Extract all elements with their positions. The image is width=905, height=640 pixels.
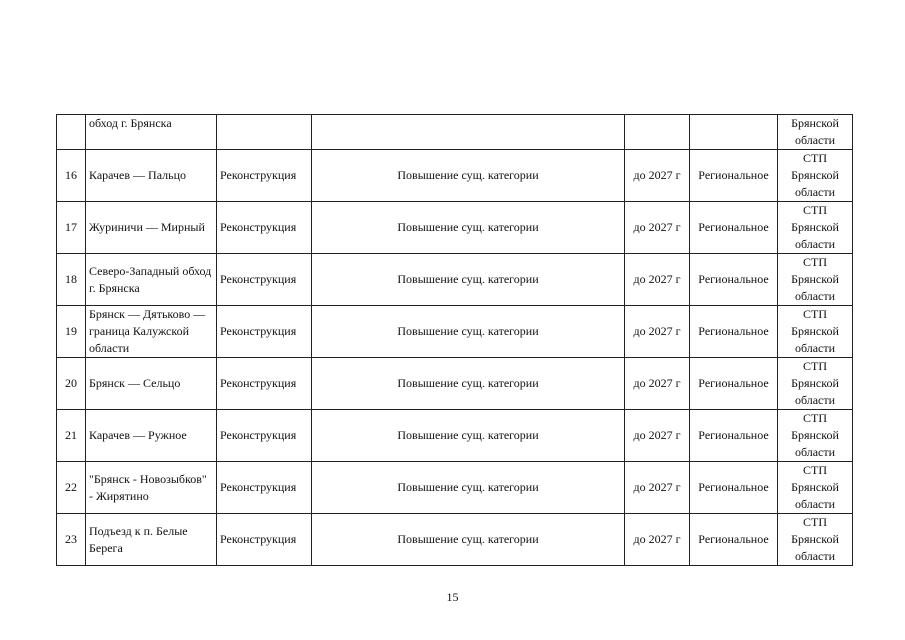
cell-num: 22 (57, 462, 86, 514)
cell-term: до 2027 г (625, 462, 690, 514)
cell-responsible (778, 462, 853, 514)
table-row-continuation (57, 115, 853, 150)
cell-goal: Повышение сущ. категории (312, 150, 625, 202)
responsible-line: Брянской (791, 376, 839, 390)
cell-num: 17 (57, 202, 86, 254)
responsible-line: Брянской (791, 116, 839, 130)
responsible-line: области (794, 289, 836, 303)
responsible-line: области (794, 185, 836, 199)
responsible-line: области (794, 445, 836, 459)
responsible-line: Брянской (791, 428, 839, 442)
cell-road-name: Брянск — Сельцо (86, 358, 217, 410)
cell-responsible (778, 150, 853, 202)
responsible-line: области (794, 341, 836, 355)
responsible-line: СТП (803, 255, 827, 269)
table-body (57, 115, 853, 566)
cell-responsible (778, 514, 853, 566)
cell-road-name: "Брянск - Новозыбков" - Жирятино (86, 462, 217, 514)
cell-num: 19 (57, 306, 86, 358)
cell-term: до 2027 г (625, 410, 690, 462)
cell-level: Региональное (690, 150, 778, 202)
responsible-line: СТП (803, 463, 827, 477)
cell-term: до 2027 г (625, 254, 690, 306)
cell-num: 23 (57, 514, 86, 566)
cell-num: 21 (57, 410, 86, 462)
cell-work-type: Реконструкция (217, 202, 312, 254)
cell-responsible (778, 254, 853, 306)
cell-road-name: Северо-Западный обход г. Брянска (86, 254, 217, 306)
table-row (57, 462, 853, 514)
cell-work-type: Реконструкция (217, 514, 312, 566)
cell-responsible (778, 115, 853, 150)
cell-road-name: Журиничи — Мирный (86, 202, 217, 254)
cell-goal: Повышение сущ. категории (312, 462, 625, 514)
responsible-line: Брянской (791, 168, 839, 182)
cell-num: 16 (57, 150, 86, 202)
responsible-line: СТП (803, 307, 827, 321)
table-row (57, 358, 853, 410)
cell-responsible (778, 306, 853, 358)
cell-level: Региональное (690, 306, 778, 358)
responsible-line: области (794, 497, 836, 511)
cell-road-name: Подъезд к п. Белые Берега (86, 514, 217, 566)
cell-road-name: Карачев — Пальцо (86, 150, 217, 202)
responsible-line: Брянской (791, 272, 839, 286)
responsible-line: области (794, 393, 836, 407)
cell-level: Региональное (690, 254, 778, 306)
cell-road-name: обход г. Брянска (86, 115, 217, 150)
responsible-line: СТП (803, 359, 827, 373)
table-row (57, 254, 853, 306)
cell-work-type: Реконструкция (217, 462, 312, 514)
cell-work-type: Реконструкция (217, 254, 312, 306)
cell-goal: Повышение сущ. категории (312, 254, 625, 306)
cell-term: до 2027 г (625, 514, 690, 566)
cell-num: 18 (57, 254, 86, 306)
cell-level (690, 115, 778, 150)
cell-level: Региональное (690, 514, 778, 566)
cell-level: Региональное (690, 202, 778, 254)
cell-goal: Повышение сущ. категории (312, 358, 625, 410)
table-row (57, 514, 853, 566)
cell-term: до 2027 г (625, 150, 690, 202)
cell-level: Региональное (690, 358, 778, 410)
cell-num: 20 (57, 358, 86, 410)
cell-level: Региональное (690, 462, 778, 514)
table-row (57, 306, 853, 358)
responsible-line: области (794, 549, 836, 563)
responsible-line: Брянской (791, 324, 839, 338)
cell-num (57, 115, 86, 150)
cell-term: до 2027 г (625, 358, 690, 410)
responsible-line: области (794, 237, 836, 251)
table-row (57, 202, 853, 254)
responsible-line: Брянской (791, 480, 839, 494)
cell-goal: Повышение сущ. категории (312, 306, 625, 358)
road-projects-table (56, 114, 853, 566)
cell-responsible (778, 410, 853, 462)
cell-term: до 2027 г (625, 202, 690, 254)
cell-work-type: Реконструкция (217, 306, 312, 358)
responsible-line: СТП (803, 203, 827, 217)
cell-responsible (778, 358, 853, 410)
cell-road-name: Брянск — Дятьково — граница Калужской области (86, 306, 217, 358)
cell-term: до 2027 г (625, 306, 690, 358)
cell-work-type: Реконструкция (217, 358, 312, 410)
page-number: 15 (446, 590, 459, 604)
table-row (57, 150, 853, 202)
cell-goal: Повышение сущ. категории (312, 514, 625, 566)
responsible-line: области (794, 133, 836, 147)
responsible-line: СТП (803, 151, 827, 165)
cell-level: Региональное (690, 410, 778, 462)
cell-goal: Повышение сущ. категории (312, 410, 625, 462)
responsible-line: СТП (803, 515, 827, 529)
responsible-line: Брянской (791, 220, 839, 234)
cell-goal: Повышение сущ. категории (312, 202, 625, 254)
responsible-line: Брянской (791, 532, 839, 546)
cell-responsible (778, 202, 853, 254)
cell-term (625, 115, 690, 150)
cell-goal (312, 115, 625, 150)
cell-work-type: Реконструкция (217, 150, 312, 202)
table-row (57, 410, 853, 462)
responsible-line: СТП (803, 411, 827, 425)
cell-work-type: Реконструкция (217, 410, 312, 462)
cell-work-type (217, 115, 312, 150)
cell-road-name: Карачев — Ружное (86, 410, 217, 462)
